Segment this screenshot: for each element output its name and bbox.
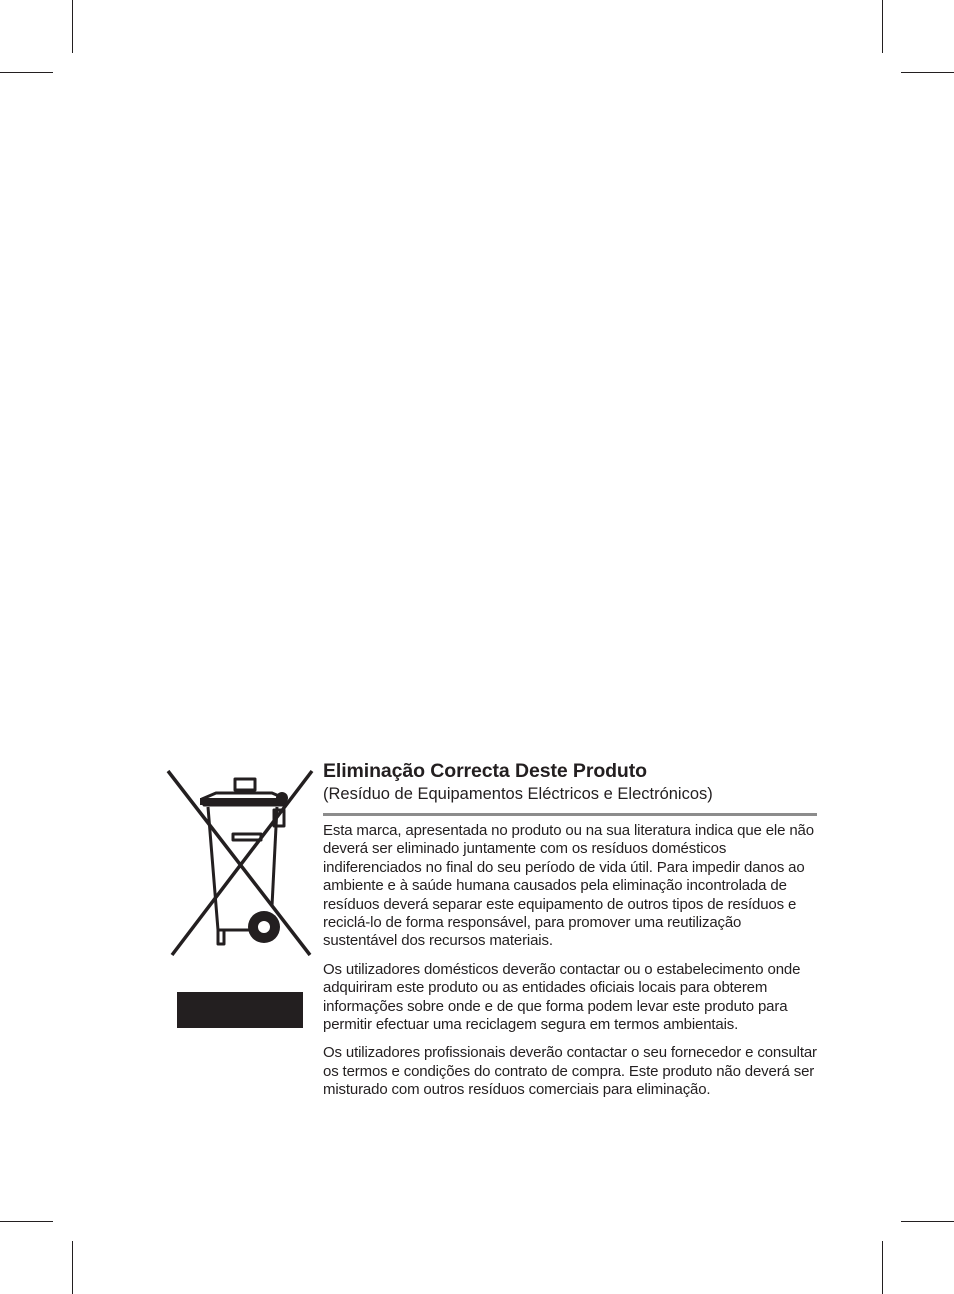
notice-paragraph: Esta marca, apresentada no produto ou na sua literatura indica que ele não deverá ser eliminado juntamente com os resíduos domésticos indiferenciados no final do seu período de vida útil. Para impedir danos ao ambiente e à saúde humana causados pela eliminação incontrolada de resíduos deverá separar este equipamento de outros tipos de resíduos e reciclá-lo de forma responsável, para promover uma reutilização sustentável dos recursos materiais. — [323, 822, 814, 950]
crop-mark-top-right-vertical — [882, 0, 883, 53]
crop-mark-top-right-horizontal — [901, 72, 954, 73]
notice-subtitle: (Resíduo de Equipamentos Eléctricos e Electrónicos) — [323, 785, 713, 803]
crop-mark-bottom-right-vertical — [882, 1241, 883, 1294]
crop-mark-top-left-horizontal — [0, 72, 53, 73]
crossed-out-wheelie-bin-icon — [164, 768, 316, 960]
crop-mark-top-left-vertical — [72, 0, 73, 53]
notice-title: Eliminação Correcta Deste Produto — [323, 760, 647, 782]
disposal-notice — [323, 759, 817, 1100]
title-divider — [323, 813, 817, 816]
weee-black-bar — [177, 992, 303, 1028]
crop-mark-bottom-right-horizontal — [901, 1221, 954, 1222]
crop-mark-bottom-left-horizontal — [0, 1221, 53, 1222]
notice-paragraph: Os utilizadores domésticos deverão contactar ou o estabelecimento onde adquiriram este produto ou as entidades oficiais locais para obterem informações sobre onde e de que forma podem levar este produto para permitir efectuar uma reciclagem segura em termos ambientais. — [323, 960, 801, 1034]
crop-mark-bottom-left-vertical — [72, 1241, 73, 1294]
notice-paragraph: Os utilizadores profissionais deverão contactar o seu fornecedor e consultar os termos e condições do contrato de compra. Este produto não deverá ser misturado com outros resíduos comerciais para eliminação. — [323, 1044, 817, 1099]
